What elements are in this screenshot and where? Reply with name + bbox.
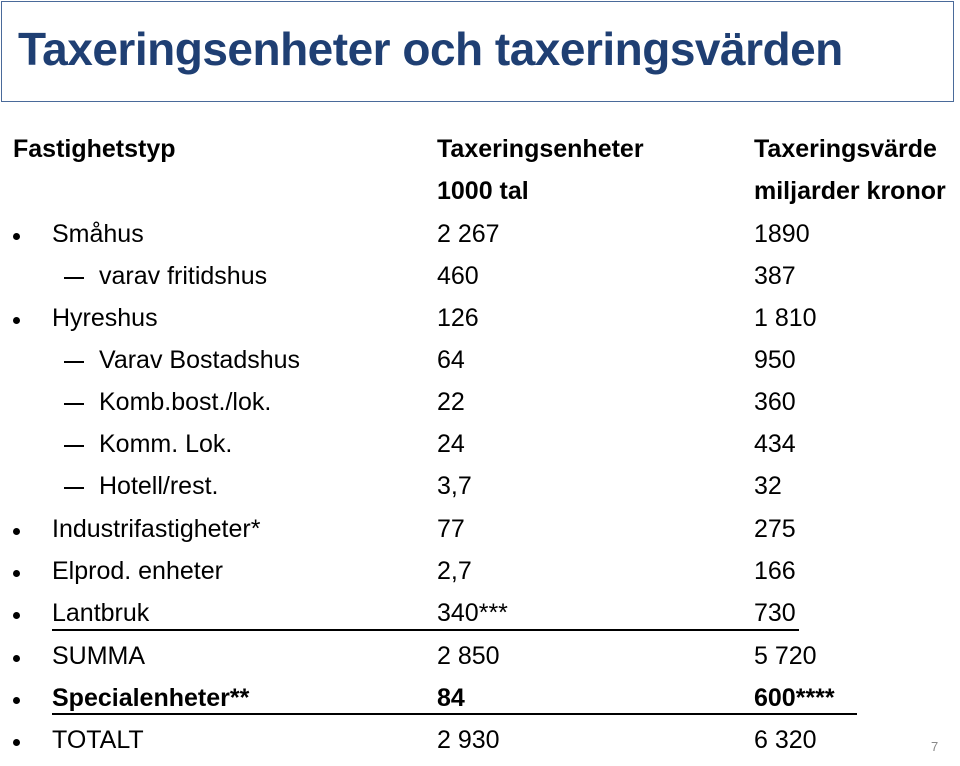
dash-icon: [64, 361, 84, 363]
row-value: 1890: [754, 220, 810, 248]
row-units: 2,7: [437, 557, 472, 585]
bullet-icon: [13, 570, 20, 577]
table-row: [0, 599, 960, 639]
dash-icon: [64, 403, 84, 405]
row-label: Varav Bostadshus: [99, 346, 301, 374]
bullet-icon: [13, 317, 20, 324]
row-units: 126: [437, 304, 479, 332]
underline-lantbruk: [52, 629, 799, 631]
table-row: [0, 304, 960, 344]
table-row: [0, 430, 960, 470]
bullet-icon: [13, 739, 20, 746]
row-units: 84: [437, 684, 465, 712]
row-label: varav fritidshus: [99, 262, 268, 290]
row-value: 600****: [754, 684, 835, 712]
row-value: 360: [754, 388, 796, 416]
table-row-totalt: [0, 726, 960, 766]
header-taxeringsvarde: Taxeringsvärde: [754, 135, 937, 163]
dash-icon: [64, 445, 84, 447]
row-label: Lantbruk: [52, 599, 150, 627]
row-units: 24: [437, 430, 465, 458]
row-label: Komm. Lok.: [99, 430, 233, 458]
row-value: 387: [754, 262, 796, 290]
table-row: [0, 262, 960, 302]
row-value: 730: [754, 599, 796, 627]
table-row: [0, 346, 960, 386]
bullet-icon: [13, 528, 20, 535]
bullet-icon: [13, 233, 20, 240]
header-fastighetstyp: Fastighetstyp: [13, 135, 176, 163]
row-units: 2 850: [437, 642, 500, 670]
row-units: 77: [437, 515, 465, 543]
table-row-summa: [0, 642, 960, 682]
row-value: 275: [754, 515, 796, 543]
row-label: Specialenheter**: [52, 684, 250, 712]
row-label: TOTALT: [52, 726, 144, 754]
bullet-icon: [13, 655, 20, 662]
row-label: Elprod. enheter: [52, 557, 223, 585]
row-value: 166: [754, 557, 796, 585]
dash-icon: [64, 277, 84, 279]
table-row: [0, 472, 960, 512]
row-units: 2 930: [437, 726, 500, 754]
table-row: [0, 220, 960, 260]
row-label: Hotell/rest.: [99, 472, 219, 500]
row-value: 1 810: [754, 304, 817, 332]
bullet-icon: [13, 697, 20, 704]
page-title: Taxeringsenheter och taxeringsvärden: [18, 23, 843, 75]
row-units: 22: [437, 388, 465, 416]
row-units: 3,7: [437, 472, 472, 500]
underline-specialenheter: [52, 713, 857, 715]
table-row-special: [0, 684, 960, 724]
row-label: Komb.bost./lok.: [99, 388, 272, 416]
row-label: Småhus: [52, 220, 144, 248]
row-units: 64: [437, 346, 465, 374]
row-label: SUMMA: [52, 642, 146, 670]
header-value-subtitle: miljarder kronor: [754, 177, 946, 205]
bullet-icon: [13, 612, 20, 619]
dash-icon: [64, 487, 84, 489]
table-row: [0, 388, 960, 428]
header-units-subtitle: 1000 tal: [437, 177, 529, 205]
row-units: 340***: [437, 599, 508, 627]
row-value: 434: [754, 430, 796, 458]
row-value: 950: [754, 346, 796, 374]
row-value: 32: [754, 472, 782, 500]
page-number: 7: [931, 739, 939, 754]
header-taxeringsenheter: Taxeringsenheter: [437, 135, 644, 163]
row-value: 5 720: [754, 642, 817, 670]
table-row: [0, 557, 960, 597]
row-label: Industrifastigheter*: [52, 515, 261, 543]
row-label: Hyreshus: [52, 304, 158, 332]
table-row: [0, 515, 960, 555]
row-value: 6 320: [754, 726, 817, 754]
row-units: 2 267: [437, 220, 500, 248]
title-box: [1, 1, 954, 102]
row-units: 460: [437, 262, 479, 290]
